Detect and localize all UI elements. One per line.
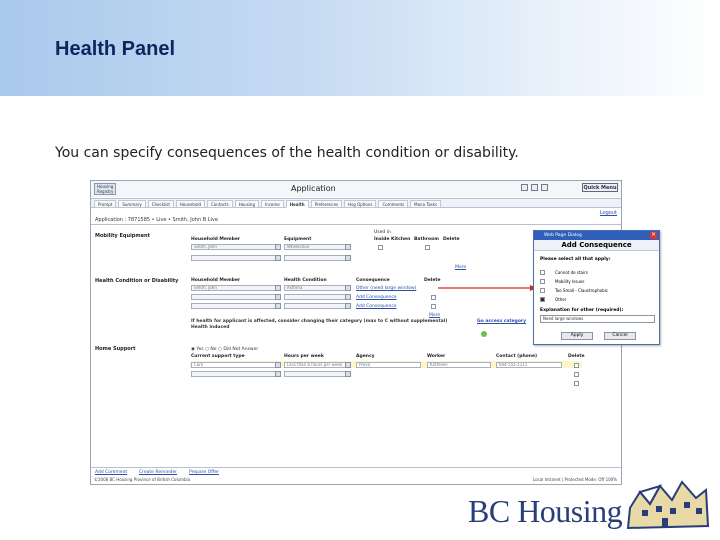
radio-yes[interactable]: ◉ [191,347,197,352]
divider [91,467,621,468]
red-arrow-icon [438,283,538,293]
breadcrumb: Application : 7871585 • Live • Smith, John B Live [95,217,218,223]
col-worker: Worker [427,354,446,359]
tab-health[interactable]: Health [286,200,309,208]
col-household-member: Household Member [191,237,241,242]
add-consequence-link[interactable]: Add Consequence [356,304,397,309]
slide-subtitle: You can specify consequences of the health condition or disability. [55,145,519,161]
support-type-select[interactable]: Care [191,362,276,368]
tab-income[interactable]: Income [261,200,284,208]
add-consequence-link[interactable]: Add Consequence [356,295,397,300]
mobility-member-select-empty[interactable] [191,255,276,261]
bc-housing-logo-text: BC Housing [468,493,623,529]
dialog-titlebar [534,231,659,240]
col-household-member: Household Member [191,278,241,283]
mobility-equipment-select[interactable]: Wheelchair [284,244,346,250]
app-titlebar [91,181,621,197]
explanation-input[interactable]: Need large windows [540,315,655,323]
col-kitchen: Kitchen [391,237,411,242]
delete-checkbox[interactable] [431,295,436,300]
radio-no[interactable]: ○ [205,347,211,352]
consequence-link[interactable]: Other (need large window) [356,286,417,291]
health-member-select-empty[interactable] [191,303,276,309]
health-member-select-empty[interactable] [191,294,276,300]
option-mobility-issues[interactable] [540,279,584,284]
option-too-small[interactable] [540,288,608,293]
delete-checkbox[interactable] [574,363,579,368]
chevron-down-icon[interactable] [275,362,281,368]
mobility-member-select[interactable]: Smith, John [191,244,276,250]
status-dot-icon [481,331,487,337]
housing-registry-logo: Housing Registry [94,183,116,195]
option-label: Other [555,297,567,302]
app-title: Application [291,184,336,193]
tab-bar [91,198,621,208]
health-condition-label: Health Condition or Disability [95,278,179,284]
chevron-down-icon[interactable] [275,244,281,250]
chevron-down-icon[interactable] [345,294,351,300]
mobility-equipment-label: Mobility Equipment [95,233,150,239]
chevron-down-icon[interactable] [345,303,351,309]
status-bar: Local Intranet | Protected Mode: Off 100% [532,477,617,482]
dialog-window-title: Web Page Dialog [544,233,582,238]
col-hours: Hours per week [284,354,324,359]
chevron-down-icon[interactable] [275,303,281,309]
worker-input[interactable]: Kathleen [427,362,491,368]
checkbox-checked[interactable] [540,297,545,302]
chevron-down-icon[interactable] [345,244,351,250]
access-category-link[interactable]: Go access category [477,319,527,324]
delete-checkbox[interactable] [574,381,579,386]
health-condition-select-empty[interactable] [284,294,346,300]
hours-select[interactable]: Less than 8 hours per week [284,362,346,368]
tab-household[interactable]: Household [176,200,205,208]
health-condition-select[interactable]: Asthma [284,285,346,291]
col-delete: Delete [443,237,460,242]
prepare-offer-link[interactable]: Prepare Offer [189,470,219,475]
support-type-select-empty[interactable] [191,371,276,377]
home-support-options [191,347,258,352]
checkbox[interactable] [540,270,545,275]
apply-button[interactable]: Apply [561,332,593,340]
tab-summary[interactable]: Summary [118,200,145,208]
col-equipment: Equipment [284,237,312,242]
chevron-down-icon[interactable] [345,255,351,261]
col-delete: Delete [424,278,441,283]
inside-checkbox[interactable] [378,245,383,250]
chevron-down-icon[interactable] [275,371,281,377]
col-bathroom: Bathroom [414,237,439,242]
health-more-link[interactable]: More [429,313,441,318]
tab-comments[interactable]: Comments [378,200,408,208]
home-support-label: Home Support [95,346,136,352]
chevron-down-icon[interactable] [345,371,351,377]
category-note: If health for applicant is affected, consider changing their category (max to C without supplemental) [191,319,448,324]
health-condition-select-empty[interactable] [284,303,346,309]
health-member-select[interactable]: Smith, John [191,285,276,291]
option-other[interactable] [540,297,566,302]
bathroom-checkbox[interactable] [425,245,430,250]
dialog-instruction: Please select all that apply: [540,257,611,262]
option-label: Too Small - Claustrophobic [555,288,608,293]
chevron-down-icon[interactable] [345,362,351,368]
checkbox[interactable] [540,288,545,293]
delete-checkbox[interactable] [574,372,579,377]
dialog-heading: Add Consequence [534,240,659,251]
mobility-more-link[interactable]: More [455,265,467,270]
tab-checklist[interactable]: Checklist [148,200,174,208]
hours-select-empty[interactable] [284,371,346,377]
add-comment-link[interactable]: Add Comment [95,470,128,475]
col-support-type: Current support type [191,354,245,359]
tab-housing[interactable]: Housing [235,200,259,208]
health-induced-label: Health induced [191,325,230,330]
add-consequence-dialog [533,230,660,345]
tab-contacts[interactable]: Contacts [207,200,233,208]
radio-did-not-answer[interactable]: ○ [217,347,224,352]
create-reminder-link[interactable]: Create Reminder [139,470,178,475]
quick-menu-button[interactable]: Quick Menu [583,185,617,191]
cancel-button[interactable]: Cancel [604,332,636,340]
col-health-condition: Health Condition [284,278,327,283]
col-contact: Contact (phone) [496,354,538,359]
tab-hsg-options[interactable]: Hsg Options [344,200,376,208]
col-inside: Inside [374,237,390,242]
chevron-down-icon[interactable] [275,255,281,261]
col-consequence: Consequence [356,278,390,283]
delete-checkbox[interactable] [431,304,436,309]
bc-housing-logo-icon [626,470,710,532]
restore-icon[interactable] [541,184,548,191]
col-agency: Agency [356,354,375,359]
tab-preferences[interactable]: Preferences [311,200,343,208]
option-did-not-answer: Did Not Answer [223,347,259,352]
logout-link[interactable]: Logout [599,210,617,216]
copyright: ©2008 BC Housing Province of British Columbia [94,477,191,482]
agency-input[interactable]: Provo [356,362,421,368]
phone-input[interactable]: 604-555-1111 [496,362,562,368]
option-label: Cannot do stairs [555,270,588,275]
used-in-label: Used in [374,230,391,235]
mobility-equipment-select-empty[interactable] [284,255,346,261]
option-cannot-do-stairs[interactable] [540,270,588,275]
chevron-down-icon[interactable] [275,285,281,291]
col-delete: Delete [568,354,585,359]
print-icon[interactable] [531,184,538,191]
divider [91,224,621,225]
tab-prompt[interactable]: Prompt [94,200,116,208]
chevron-down-icon[interactable] [275,294,281,300]
option-no: No [210,347,217,352]
option-yes: Yes [196,347,204,352]
option-label: Mobility Issues [555,279,585,284]
slide-title: Health Panel [55,38,176,60]
help-icon[interactable] [521,184,528,191]
window-icons [521,184,548,191]
explanation-label: Explanation for other (required): [540,308,624,313]
chevron-down-icon[interactable] [345,285,351,291]
close-icon[interactable]: × [650,231,657,238]
checkbox[interactable] [540,279,545,284]
tab-mana-tasks[interactable]: Mana Tasks [410,200,441,208]
